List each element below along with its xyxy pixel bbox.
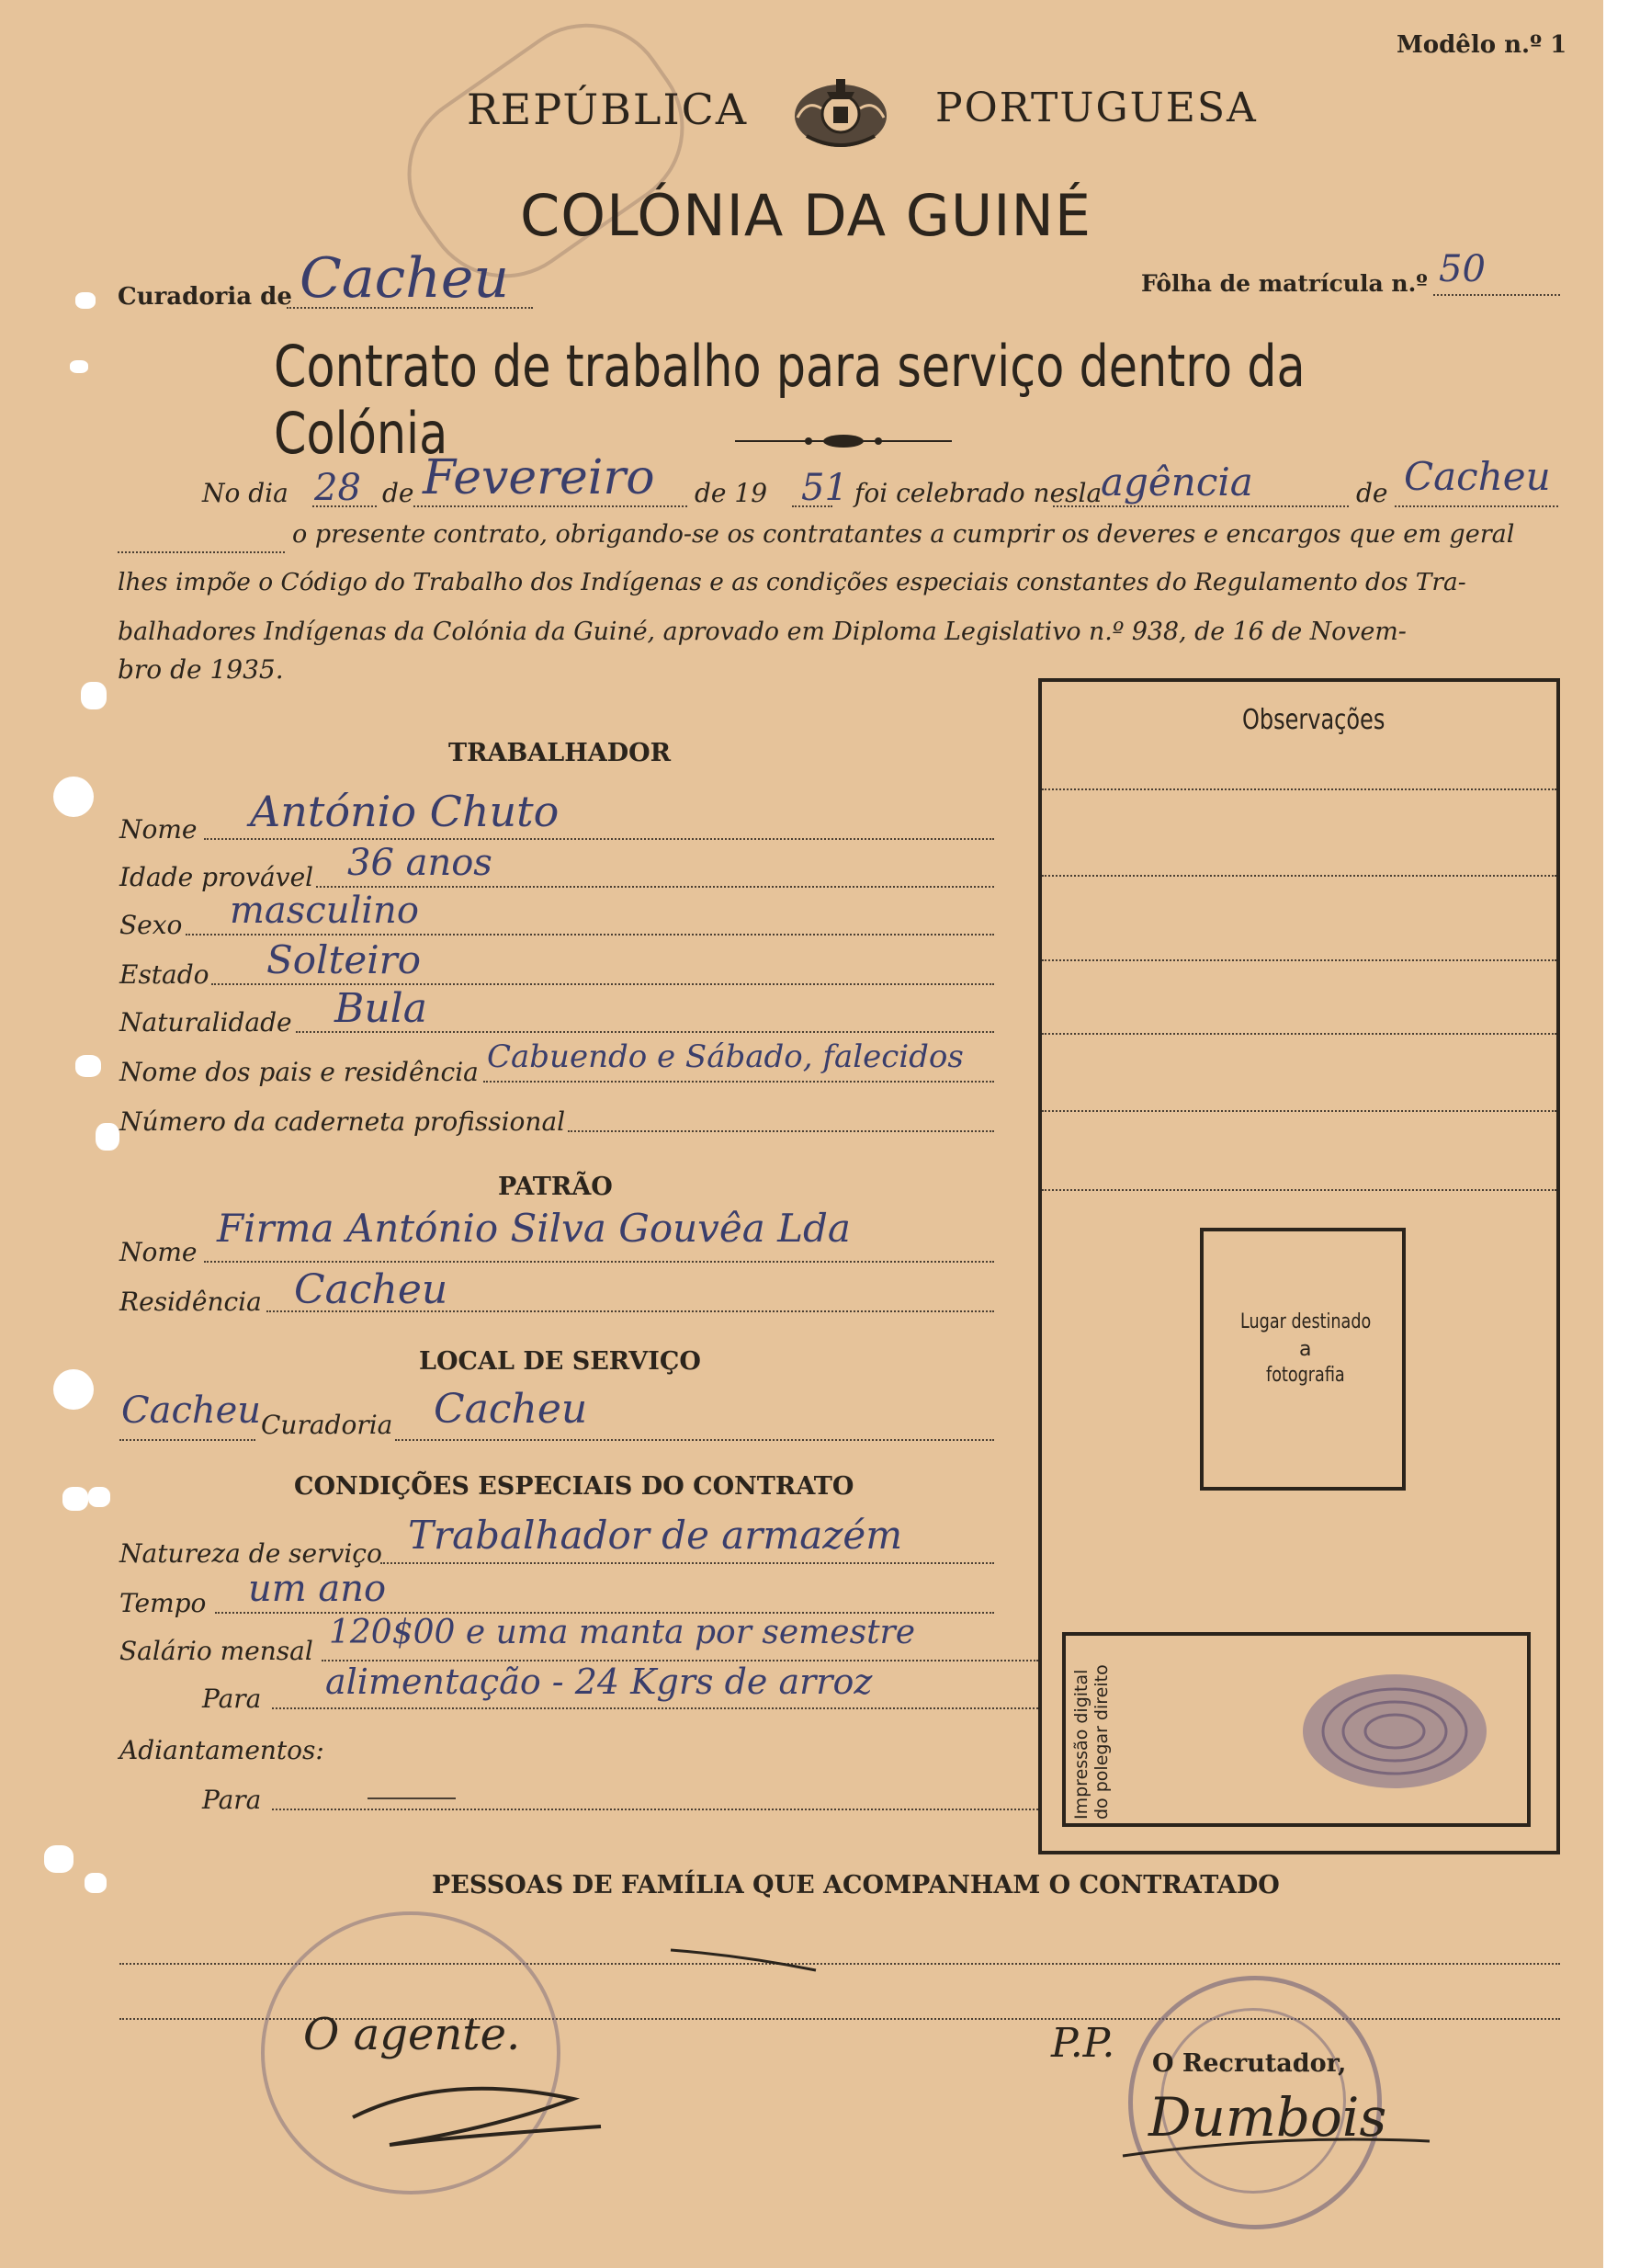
intro-year: 51 <box>801 467 848 509</box>
paper-tear <box>75 1055 101 1077</box>
intro-line5: bro de 1935. <box>118 654 284 685</box>
obs-line-5 <box>1042 1110 1556 1112</box>
coat-of-arms-icon <box>788 72 893 154</box>
agente-scribble <box>334 2062 610 2163</box>
recrutador-prefix: P.P. <box>1051 2020 1115 2067</box>
folha-line <box>1433 294 1560 296</box>
estado-line <box>211 983 994 985</box>
paper-tear <box>81 682 107 709</box>
familia-heading: PESSOAS DE FAMÍLIA QUE ACOMPANHAM O CONTRATADO <box>432 1871 1280 1899</box>
pais-value: Cabuendo e Sábado, falecidos <box>487 1038 964 1075</box>
obs-line-4 <box>1042 1033 1556 1035</box>
intro-line3: lhes impõe o Código do Trabalho dos Indígenas e as condições especiais constantes do Regulamento dos Tra- <box>118 568 1466 596</box>
local-curadoria-line <box>395 1439 994 1441</box>
thumbprint-label <box>1071 1636 1112 1820</box>
patrao-nome-label: Nome <box>119 1237 198 1267</box>
caderneta-label: Número da caderneta profissional <box>119 1106 566 1137</box>
paper-tear <box>75 292 96 309</box>
tempo-label: Tempo <box>119 1588 207 1618</box>
punch-hole-top <box>53 777 94 817</box>
natureza-value: Trabalhador de armazém <box>408 1513 903 1558</box>
para2-line <box>272 1809 1038 1810</box>
colony-title: COLÓNIA DA GUINÉ <box>520 182 1092 249</box>
naturalidade-value: Bula <box>334 985 427 1032</box>
local-servico-value: Cacheu <box>121 1389 262 1432</box>
para2-label: Para <box>202 1785 262 1815</box>
salario-value: 120$00 e uma manta por semestre <box>329 1614 916 1651</box>
year-line <box>792 505 832 507</box>
patrao-nome-value: Firma António Silva Gouvêa Lda <box>217 1206 851 1251</box>
republic-left: REPÚBLICA <box>467 85 749 134</box>
pais-line <box>483 1081 994 1083</box>
photo-line-3: fotografia <box>1266 1364 1345 1387</box>
nome-label: Nome <box>119 814 198 845</box>
thumbprint-label-1: Impressão digital <box>1071 1669 1091 1820</box>
intro-celebrado: foi celebrado nesla <box>854 478 1103 508</box>
para-label: Para <box>202 1684 262 1714</box>
paper-tear <box>70 360 88 373</box>
local-servico-line1 <box>119 1439 255 1441</box>
local2-line <box>1395 505 1558 507</box>
agente-signature: O agente. <box>303 2009 521 2060</box>
paper-tear <box>85 1873 107 1893</box>
patrao-heading: PATRÃO <box>498 1173 613 1201</box>
para-line <box>272 1707 1038 1709</box>
observacoes-label: Observações <box>1242 704 1386 736</box>
thumbprint-mark <box>1297 1667 1492 1796</box>
observations-box <box>1038 678 1560 1854</box>
naturalidade-label: Naturalidade <box>119 1007 292 1038</box>
patrao-nome-line <box>204 1261 994 1263</box>
republic-right: PORTUGUESA <box>935 85 1258 131</box>
paper-tear <box>96 1123 119 1151</box>
condicoes-heading: CONDIÇÕES ESPECIAIS DO CONTRATO <box>294 1472 854 1501</box>
folha-label: Fôlha de matrícula n.º <box>1141 270 1428 297</box>
obs-line-3 <box>1042 959 1556 961</box>
intro-de1: de <box>382 478 414 508</box>
estado-value: Solteiro <box>266 937 422 982</box>
nome-value: António Chuto <box>250 787 560 836</box>
folha-value: 50 <box>1439 248 1486 290</box>
local-curadoria-label: Curadoria <box>261 1410 393 1440</box>
intro-local: agência <box>1101 459 1253 505</box>
idade-line <box>316 886 994 888</box>
photo-line-2: a <box>1299 1338 1312 1361</box>
natureza-line <box>380 1562 994 1564</box>
intro-de-ano: de 19 <box>695 478 768 508</box>
familia-dash <box>669 1946 820 1974</box>
intro-line4: balhadores Indígenas da Colónia da Guiné, aprovado em Diploma Legislativo n.º 938, de 16 de Novem- <box>118 618 1407 646</box>
recrutador-underline <box>1121 2128 1433 2165</box>
para-value: alimentação - 24 Kgrs de arroz <box>325 1661 873 1702</box>
salario-label: Salário mensal <box>119 1636 313 1666</box>
sexo-line <box>186 934 994 936</box>
curadoria-value: Cacheu <box>300 246 510 311</box>
curadoria-label: Curadoria de <box>118 283 292 311</box>
obs-line-1 <box>1042 788 1556 790</box>
photo-placeholder <box>1200 1228 1406 1491</box>
recrutador-label: O Recrutador, <box>1152 2049 1347 2078</box>
thumbprint-label-2: do polegar direito <box>1091 1664 1112 1820</box>
contract-title: Contrato de trabalho para serviço dentro da Colónia <box>274 333 1306 467</box>
obs-line-2 <box>1042 875 1556 877</box>
obs-line-6 <box>1042 1189 1556 1191</box>
caderneta-line <box>568 1130 994 1132</box>
residencia-label: Residência <box>119 1287 262 1317</box>
paper-tear <box>88 1487 110 1507</box>
para2-dash <box>368 1797 456 1799</box>
ornamental-divider <box>735 430 952 452</box>
intro-no-dia: No dia <box>202 478 288 508</box>
line2-lead <box>118 551 285 553</box>
month-line <box>413 505 687 507</box>
intro-day: 28 <box>314 467 361 509</box>
natureza-label: Natureza de serviço <box>119 1538 382 1569</box>
paper-tear <box>62 1487 88 1511</box>
adiantamentos-label: Adiantamentos: <box>119 1735 324 1765</box>
intro-local2: Cacheu <box>1404 454 1551 499</box>
sexo-value: masculino <box>230 890 419 932</box>
pais-label: Nome dos pais e residência <box>119 1057 479 1087</box>
local-servico-heading: LOCAL DE SERVIÇO <box>419 1347 701 1376</box>
intro-month: Fevereiro <box>423 450 655 505</box>
intro-de2: de <box>1356 478 1388 508</box>
model-number: Modêlo n.º 1 <box>1397 31 1567 59</box>
idade-value: 36 anos <box>347 842 492 884</box>
intro-line2: o presente contrato, obrigando-se os contratantes a cumprir os deveres e encargos que em geral <box>292 520 1515 549</box>
idade-label: Idade provável <box>119 862 314 892</box>
residencia-value: Cacheu <box>294 1266 448 1313</box>
sexo-label: Sexo <box>119 910 183 940</box>
paper-tear <box>44 1845 74 1873</box>
recrutador-signature: Dumbois <box>1148 2086 1387 2149</box>
punch-hole-bottom <box>53 1369 94 1410</box>
estado-label: Estado <box>119 959 209 990</box>
thumbprint-box <box>1062 1632 1531 1827</box>
local-curadoria-value: Cacheu <box>434 1386 588 1433</box>
nome-line <box>204 838 994 840</box>
trabalhador-heading: TRABALHADOR <box>448 739 672 767</box>
photo-line-1: Lugar destinado <box>1240 1310 1372 1333</box>
local-line <box>1053 505 1349 507</box>
tempo-value: um ano <box>248 1568 387 1610</box>
